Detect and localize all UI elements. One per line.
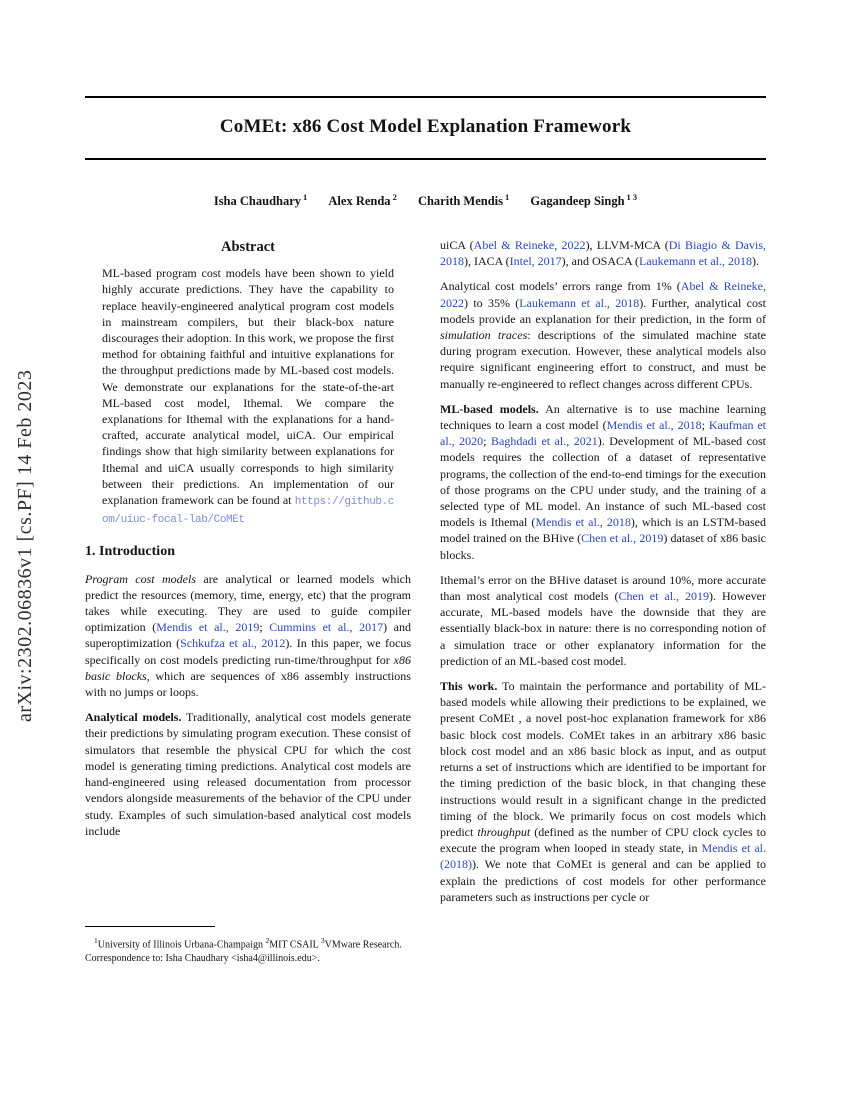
- paragraph-analytical-errors: [440, 278, 766, 391]
- text-segment: ). In this paper, we focus specifically on cost models predicting run-time/throughput for: [85, 636, 411, 667]
- text-segment: Analytical cost models’ errors range from 1% (: [440, 279, 681, 294]
- text-segment: ), and OSACA (: [561, 254, 640, 269]
- text-segment: ). Further, analytical cost models provide an explanation for their prediction, in the form of: [440, 295, 767, 326]
- text-segment: ). We note that CoMEt is general and can be applied to explain the predictions of cost models for other performance parameters such as instructions per cycle or: [440, 857, 766, 904]
- text-segment: ).: [751, 254, 759, 269]
- text-segment: ) dataset of x86 basic blocks.: [440, 531, 767, 562]
- section-heading-introduction: 1. Introduction: [85, 544, 175, 560]
- paragraph-ithemal-error: [440, 572, 766, 669]
- author-name: Charith Mendis: [417, 194, 504, 209]
- author-name: Isha Chaudhary: [213, 194, 302, 209]
- citation-link[interactable]: Di Biagio & Davis, 2018: [440, 238, 767, 269]
- author-affiliation-sup: 1 3: [626, 192, 638, 202]
- footnote-rule: [85, 926, 215, 927]
- author: [214, 194, 307, 208]
- text-segment: uiCA (: [440, 238, 474, 252]
- paragraph-ml-based-models: [440, 401, 766, 563]
- text-segment: ML-based models.: [440, 401, 539, 416]
- author-affiliation-sup: 1: [303, 192, 308, 202]
- abstract-paragraph: [85, 265, 411, 528]
- author-affiliation-sup: 2: [392, 192, 397, 202]
- text-segment: University of Illinois Urbana-Champaign: [97, 939, 266, 951]
- paper-title: CoMEt: x86 Cost Model Explanation Framework: [219, 116, 632, 137]
- text-segment: ), which is an LSTM-based model trained on the BHive (: [440, 515, 766, 546]
- author-line: [85, 192, 766, 209]
- text-segment: (defined as the number of CPU clock cycles to execute the program when looped in steady state, in: [440, 824, 766, 856]
- citation-link[interactable]: Mendis et al. (2018): [440, 841, 767, 872]
- text-segment: Ithemal’s error on the BHive dataset is around 10%, more accurate than most analytical cost models (: [440, 572, 766, 604]
- text-segment: ), IACA (: [464, 254, 510, 269]
- author: [530, 194, 637, 208]
- citation-link[interactable]: Kaufman et al., 2020: [440, 418, 767, 449]
- right-column: [440, 237, 766, 914]
- text-segment: x86 basic blocks: [85, 652, 411, 683]
- text-segment: ML-based program cost models have been shown to yield highly accurate predictions. They have the capability to replace heavily-engineered analytical program cost models in mainstream compilers, but their black-box nature discourages their adoption. In this work, we propose the first method for obtaining faithful and intuitive explanations for the throughput predictions made by ML-based cost models. We demonstrate our explanations for the state-of-the-art ML-based cost model, Ithemal. We compare the explanations for Ithemal with the explanations for a hand-crafted, accurate analytical model, uiCA. Our empirical findings show that high similarity between explanations for Ithemal and uiCA usually corresponds to high similarity between their predictions. An implementation of our explanation framework can be found at: [102, 266, 394, 508]
- url-link[interactable]: https://github.com/uiuc-focal-lab/CoMEt: [102, 496, 394, 527]
- title-rule-bottom: [85, 158, 766, 160]
- citation-link[interactable]: Mendis et al., 2019: [156, 620, 260, 635]
- text-segment: To maintain the performance and portability of ML-based models while allowing their predictions to be explained, we present CoMEt , a novel post-hoc explanation framework for x86 basic block cost models. CoMEt takes in an arbitrary x86 basic block cost model and an x86 basic block as input, and as output returns a set of instructions which are identified to be important for the timing prediction of the basic block, in that changing these instructions would result in a significant change in the predicted timing of the block. We primarily focus on cost models which predict: [440, 679, 766, 839]
- text-segment: Analytical models.: [85, 710, 182, 725]
- text-segment: MIT CSAIL: [269, 939, 321, 951]
- author-name: Alex Renda: [328, 194, 391, 209]
- footnote-block: [85, 926, 411, 965]
- left-column: [85, 237, 411, 848]
- text-segment: ;: [701, 418, 709, 433]
- text-segment: This work.: [440, 679, 498, 694]
- text-segment: ) and superoptimization (: [85, 620, 411, 651]
- text-segment: 1: [94, 936, 98, 945]
- text-segment: Program cost models: [85, 571, 197, 586]
- text-segment: ;: [483, 434, 491, 449]
- paragraph-analytical-models: [85, 709, 411, 839]
- author-affiliation-sup: 1: [505, 192, 510, 202]
- paragraph-this-work: [440, 678, 766, 905]
- citation-link[interactable]: Chen et al., 2019: [618, 589, 710, 604]
- citation-link[interactable]: Abel & Reineke, 2022: [440, 279, 766, 310]
- citation-link[interactable]: Schkufza et al., 2012: [180, 636, 286, 651]
- title-rule-top: [85, 96, 766, 98]
- citation-link[interactable]: Mendis et al., 2018: [606, 418, 702, 433]
- text-segment: ). Development of ML-based cost models requires the collection of a dataset of representative programs, the collection of the end-to-end timings for the execution of those programs on the CPU under study, and the training of a selected type of ML model. An instance of such ML-based cost models is Ithemal (: [440, 434, 766, 530]
- text-segment: ), LLVM-MCA (: [585, 238, 669, 252]
- author-name: Gagandeep Singh: [530, 194, 625, 209]
- citation-link[interactable]: Abel & Reineke, 2022: [473, 238, 586, 252]
- citation-link[interactable]: Laukemann et al., 2018: [519, 295, 640, 310]
- text-segment: 3: [320, 936, 325, 945]
- citation-link[interactable]: Chen et al., 2019: [581, 531, 664, 546]
- text-segment: An alternative is to use machine learning techniques to learn a cost model (: [440, 401, 766, 433]
- text-segment: : descriptions of the simulated machine state during program execution. However, these analytical models also require significant engineering effort to construct, and must be manually re-engineered to reflect changes across different CPUs.: [440, 328, 766, 391]
- footnote-text: [85, 934, 411, 965]
- citation-link[interactable]: Mendis et al., 2018: [535, 515, 631, 530]
- author: [418, 194, 509, 208]
- citation-link[interactable]: Cummins et al., 2017: [269, 620, 384, 635]
- text-segment: are analytical or learned models which predict the resources (memory, time, energy, etc) that the program takes while executing. They are used to guide compiler optimization (: [85, 571, 411, 635]
- text-segment: Traditionally, analytical cost models generate their predictions by simulating program execution. These consist of simulators that resemble the physical CPU for which the cost model is generating timing predictions. Analytical cost models are hand-engineered using released documentation from processor vendors alongside measurements of the behavior of the CPU under study. Examples of such simulation-based analytical cost models include: [85, 710, 411, 838]
- text-segment: , which are sequences of x86 assembly instructions with no jumps or loops.: [85, 668, 411, 700]
- citation-link[interactable]: Laukemann et al., 2018: [639, 254, 752, 269]
- citation-link[interactable]: Intel, 2017: [509, 254, 562, 269]
- paragraph-intro-1: [85, 571, 411, 701]
- paragraph-tools-list: [440, 237, 766, 269]
- author: [328, 194, 396, 208]
- abstract-heading: Abstract: [221, 239, 275, 255]
- text-segment: ;: [259, 620, 270, 635]
- text-segment: ) to 35% (: [464, 295, 520, 310]
- arxiv-watermark: arXiv:2302.06836v1 [cs.PF] 14 Feb 2023: [14, 369, 36, 723]
- text-segment: throughput: [477, 824, 531, 839]
- citation-link[interactable]: Baghdadi et al., 2021: [490, 434, 598, 449]
- text-segment: ). However accurate, ML-based models have the downside that they are essentially black-box in nature: there is no corresponding notion of a simulation trace or other explanatory information for the prediction of an ML-based cost model.: [440, 589, 766, 668]
- text-segment: 2: [265, 936, 270, 945]
- text-segment: simulation traces: [440, 328, 528, 343]
- text-segment: VMware Research. Correspondence to: Isha Chaudhary <isha4@illinois.edu>.: [85, 939, 402, 964]
